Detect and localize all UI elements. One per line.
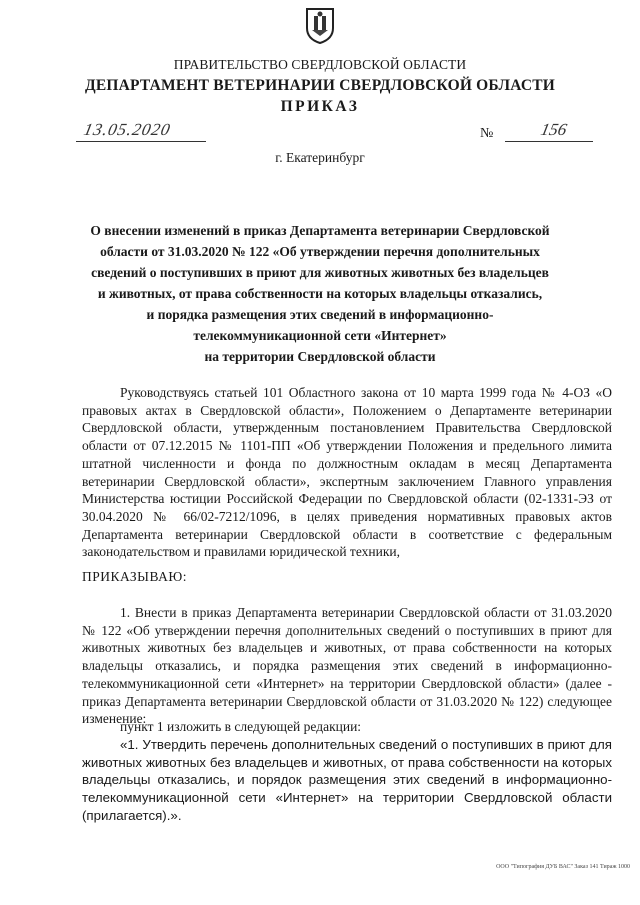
title-line: О внесении изменений в приказ Департамента ветеринарии Свердловской: [90, 223, 550, 238]
number-underline: [505, 141, 593, 142]
title-line: сведений о поступивших в приют для животных животных без владельцев: [91, 265, 549, 280]
handwritten-number: 156: [539, 120, 569, 139]
item-1-paragraph: 1. Внести в приказ Департамента ветеринарии Свердловской области от 31.03.2020 № 122 «Об утверждении перечня дополнительных сведений о поступивших в приют для животных животных без владельцев и животных, от права собственности на которых владельцы отказались, и порядка размещения этих сведений в информационно-телекоммуникационной сети «Интернет» на территории Свердловской области» (далее - приказ Департамента ветеринарии Свердловской области от 31.03.2020 № 122) следующее изменение:: [82, 605, 612, 727]
document-type: ПРИКАЗ: [280, 98, 360, 115]
title-line: и животных, от права собственности на которых владельцы отказались,: [97, 286, 543, 301]
order-date: [76, 119, 206, 145]
title-line: и порядка размещения этих сведений в информационно-: [146, 307, 494, 322]
title-line: области от 31.03.2020 № 122 «Об утверждении перечня дополнительных: [100, 244, 540, 259]
city: г. Екатеринбург: [275, 150, 365, 165]
order-word: ПРИКАЗЫВАЮ:: [82, 569, 187, 584]
item-1-subparagraph: пункт 1 изложить в следующей редакции:: [120, 719, 362, 734]
order-number: [505, 119, 593, 145]
government-name: ПРАВИТЕЛЬСТВО СВЕРДЛОВСКОЙ ОБЛАСТИ: [173, 57, 467, 72]
department-name: ДЕПАРТАМЕНТ ВЕТЕРИНАРИИ СВЕРДЛОВСКОЙ ОБЛАСТИ: [84, 77, 556, 94]
title-line: на территории Свердловской области: [204, 349, 436, 364]
printer-note: ООО "Типография ДУБ ВАС" Заказ 141 Тираж 1000: [496, 864, 630, 870]
preamble-paragraph: Руководствуясь статьей 101 Областного закона от 10 марта 1999 года № 4-ОЗ «О правовых актах в Свердловской области», Положением о Департаменте ветеринарии Свердловской области, утвержденным постановлением Правительства Свердловской области от 07.12.2015 № 1101-ПП «Об утверждении Положения и предельного лимита штатной численности и фонда по должностным окладам в месяц Департамента ветеринарии Свердловской области», экспертным заключением Главного управления Министерства юстиции Российской Федерации по Свердловской области (02-1331-ЭЗ от 30.04.2020 № 66/02-7212/1096, в целях приведения нормативных правовых актов Департамента ветеринарии Свердловской области в соответствие с федеральным законодательством и правилами юридической техники,: [82, 385, 612, 560]
title-line: телекоммуникационной сети «Интернет»: [193, 328, 447, 343]
coat-of-arms-emblem: [304, 6, 336, 44]
date-underline: [76, 141, 206, 142]
number-label: №: [480, 126, 494, 141]
handwritten-date: 13.05.2020: [82, 120, 173, 139]
item-1-quoted-text: «1. Утвердить перечень дополнительных сведений о поступивших в приют для животных животных без владельцев и животных, от права собственности на которых владельцы отказались, и порядок размещения этих сведений в информационно-телекоммуникационной сети «Интернет» на территории Свердловской области (прилагается).».: [82, 737, 612, 823]
order-title: [0, 220, 640, 367]
